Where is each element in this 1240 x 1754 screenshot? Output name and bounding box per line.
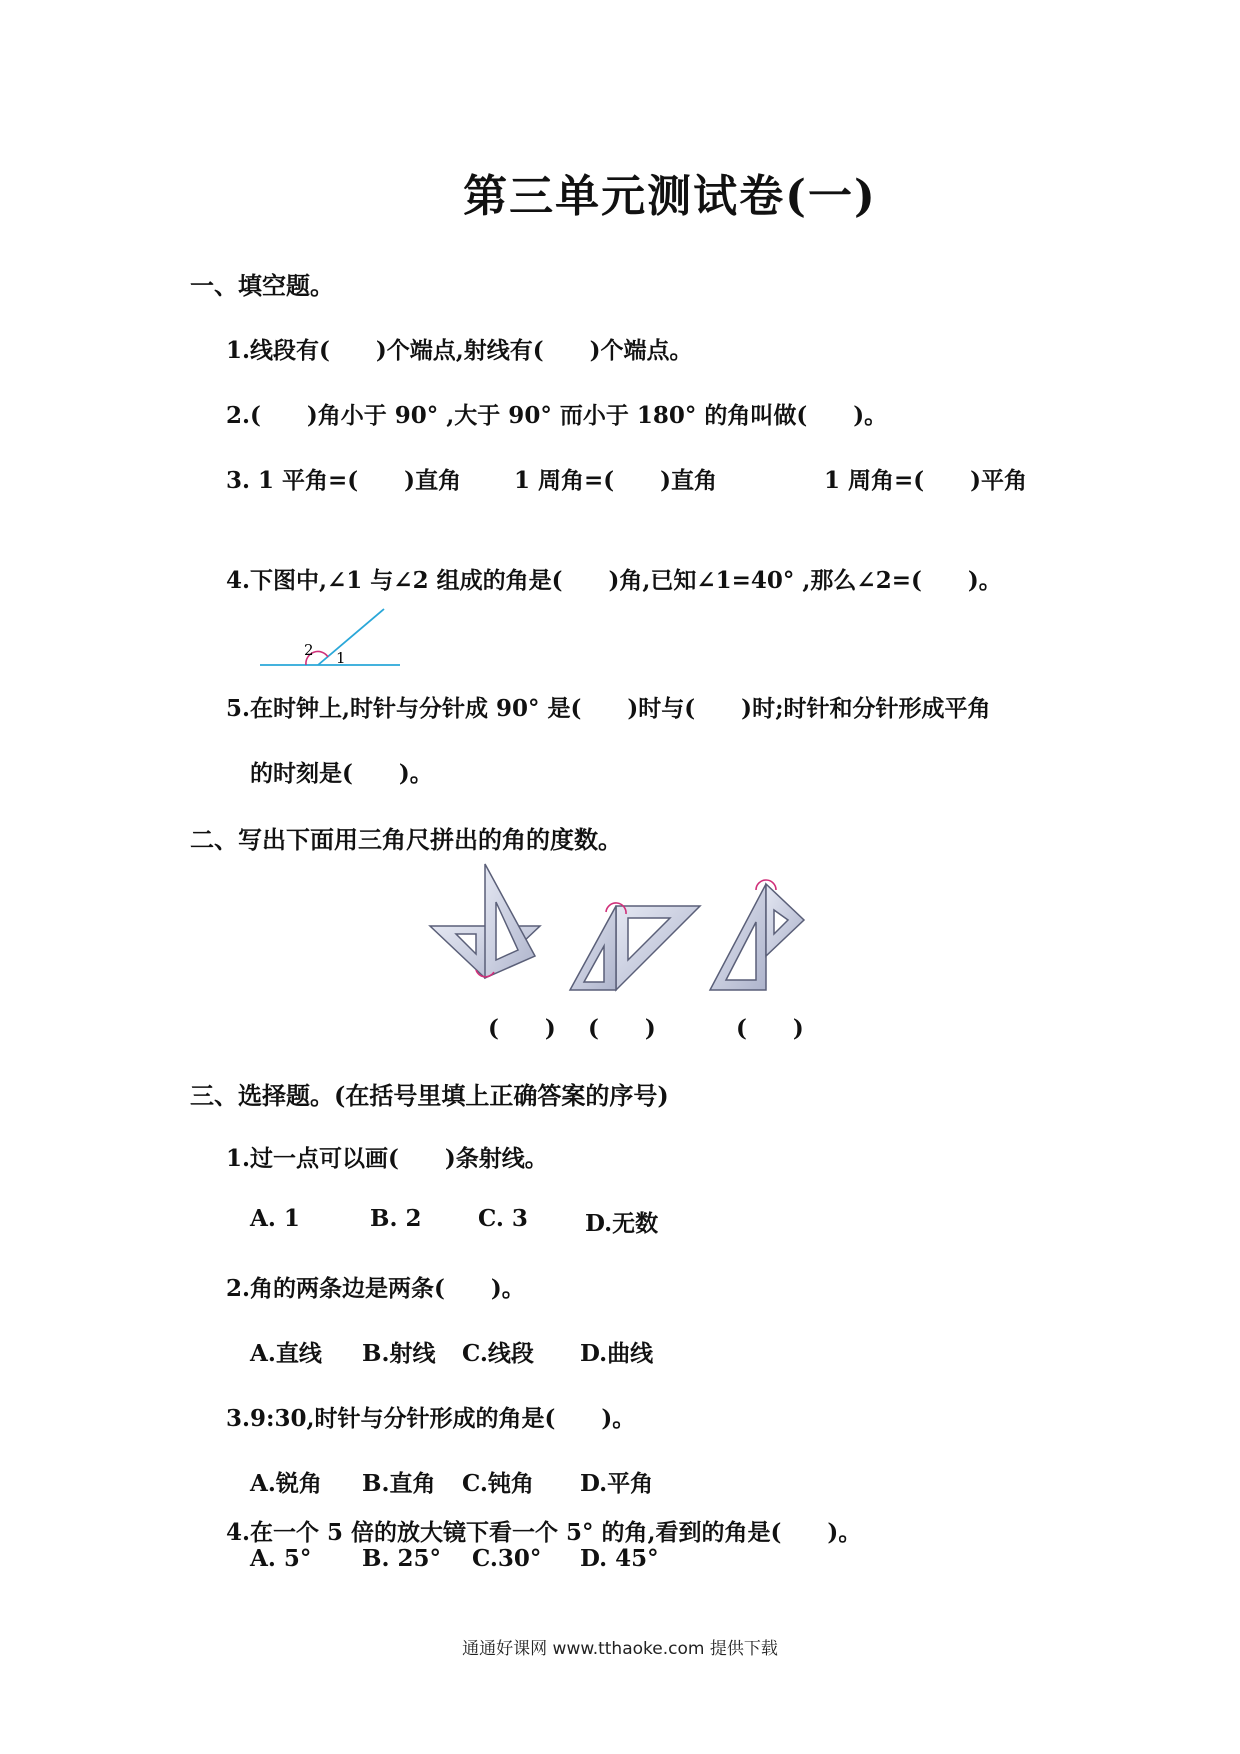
question-3-2: 2.角的两条边是两条( )。 [226, 1275, 525, 1302]
q3-4-option-b: B. 25° [362, 1545, 441, 1572]
question-1-5a: 5.在时钟上,时针与分针成 90° 是( )时与( )时;时针和分针形成平角 [226, 695, 991, 722]
question-1-2: 2.( )角小于 90° ,大于 90° 而小于 180° 的角叫做( )。 [226, 402, 888, 429]
q3-4-option-a: A. 5° [250, 1545, 312, 1572]
q3-3-option-c: C.钝角 [462, 1470, 534, 1497]
q3-2-option-d: D.曲线 [580, 1340, 654, 1367]
question-1-5b: 的时刻是( )。 [250, 760, 433, 787]
section-2-heading: 二、写出下面用三角尺拼出的角的度数。 [190, 825, 622, 854]
section-3-heading: 三、选择题。(在括号里填上正确答案的序号) [190, 1081, 669, 1110]
q3-1-option-b: B. 2 [370, 1205, 422, 1232]
question-3-1: 1.过一点可以画( )条射线。 [226, 1145, 548, 1172]
set-square-pair-2 [570, 903, 700, 990]
q3-2-option-a: A.直线 [250, 1340, 322, 1367]
q3-3-option-a: A.锐角 [250, 1470, 322, 1497]
angle-answer-blank-2: ( ) [588, 1015, 656, 1042]
angle-answer-blank-1: ( ) [488, 1015, 556, 1042]
angle-1-label: 1 [336, 649, 346, 667]
question-1-3b: 1 周角=( )直角 [514, 467, 718, 494]
question-1-1: 1.线段有( )个端点,射线有( )个端点。 [226, 337, 693, 364]
q3-2-option-b: B.射线 [362, 1340, 436, 1367]
set-square-figures [420, 860, 820, 1000]
set-square-pair-1 [430, 864, 540, 978]
q3-3-option-b: B.直角 [362, 1470, 436, 1497]
q3-4-option-c: C.30° [472, 1545, 542, 1572]
angle-figure [260, 605, 410, 670]
q3-4-option-d: D. 45° [580, 1545, 659, 1572]
question-1-4: 4.下图中,∠1 与∠2 组成的角是( )角,已知∠1=40° ,那么∠2=( )。 [226, 567, 1002, 594]
set-square-pair-3 [710, 880, 804, 990]
page-footer: 通通好课网 www.tthaoke.com 提供下载 [462, 1639, 778, 1659]
q3-3-option-d: D.平角 [580, 1470, 654, 1497]
angle-2-label: 2 [304, 641, 314, 659]
q3-2-option-c: C.线段 [462, 1340, 534, 1367]
section-1-heading: 一、填空题。 [190, 271, 334, 300]
question-3-3: 3.9:30,时针与分针形成的角是( )。 [226, 1405, 636, 1432]
question-1-3a: 3. 1 平角=( )直角 [226, 467, 462, 494]
question-3-4: 4.在一个 5 倍的放大镜下看一个 5° 的角,看到的角是( )。 [226, 1519, 862, 1546]
q3-1-option-c: C. 3 [478, 1205, 528, 1232]
page-title: 第三单元测试卷(一) [463, 171, 877, 222]
q3-1-option-a: A. 1 [250, 1205, 300, 1232]
q3-1-option-d: D.无数 [585, 1210, 659, 1237]
angle-answer-blank-3: ( ) [736, 1015, 804, 1042]
question-1-3c: 1 周角=( )平角 [824, 467, 1028, 494]
